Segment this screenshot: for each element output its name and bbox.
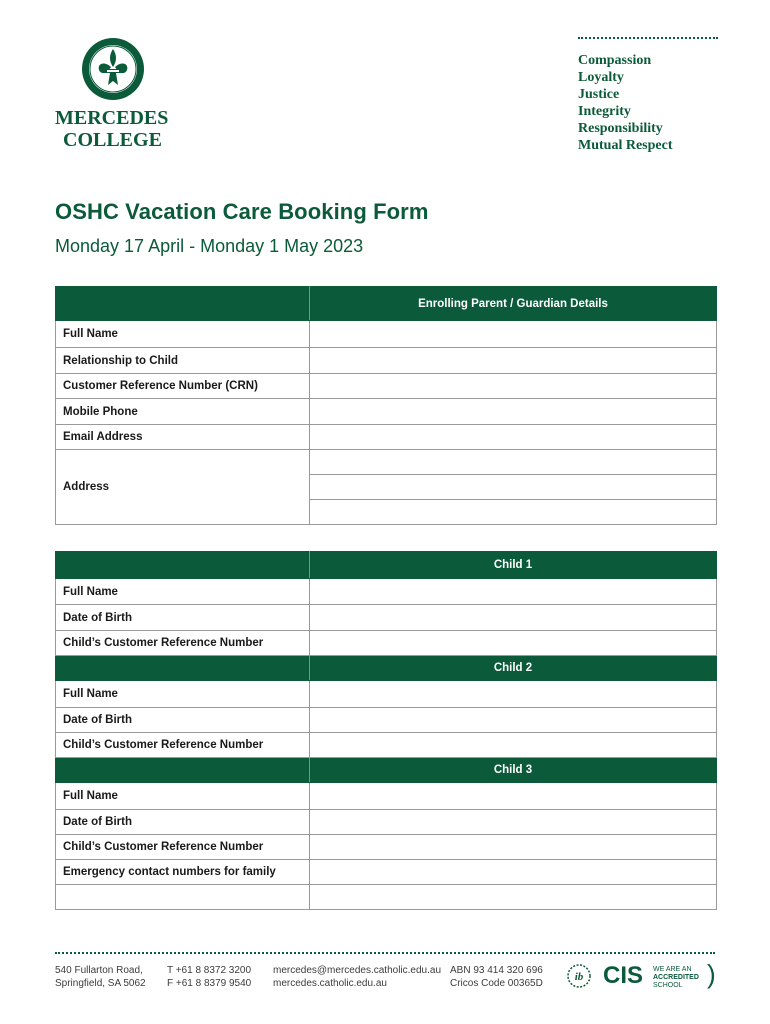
emergency-contact-extra-input[interactable]	[56, 885, 310, 910]
address-line2: Springfield, SA 5062	[55, 978, 146, 989]
form-row	[56, 733, 717, 758]
child1-dob-input[interactable]	[310, 605, 717, 631]
value-item: Mutual Respect	[578, 138, 673, 153]
field-label: Emergency contact numbers for family	[56, 860, 310, 885]
child2-full-name-input[interactable]	[310, 681, 717, 708]
field-label: Full Name	[56, 579, 310, 605]
values-list	[578, 52, 720, 154]
field-label: Full Name	[56, 783, 310, 810]
cis-logo: CIS	[603, 962, 644, 989]
form-row	[56, 860, 717, 885]
child-heading: Child 3	[310, 758, 717, 783]
field-label: Mobile Phone	[56, 399, 310, 425]
footer-web	[273, 964, 441, 990]
cis-sub-line3: SCHOOL	[653, 982, 683, 989]
college-values	[578, 37, 720, 154]
form-row	[56, 783, 717, 810]
form-row	[56, 631, 717, 656]
mobile-phone-input[interactable]	[310, 399, 717, 425]
value-item: Responsibility	[578, 121, 663, 136]
child-heading: Child 1	[310, 552, 717, 579]
emergency-contact-input[interactable]	[310, 860, 717, 885]
child-heading: Child 2	[310, 656, 717, 681]
child3-full-name-input[interactable]	[310, 783, 717, 810]
email-input[interactable]	[310, 425, 717, 450]
college-name	[55, 107, 185, 151]
field-label: Date of Birth	[56, 708, 310, 733]
footer-contact-row	[55, 959, 717, 994]
college-name-line1: MERCEDES	[55, 107, 169, 129]
parent-section-heading: Enrolling Parent / Guardian Details	[310, 287, 717, 321]
child3-dob-input[interactable]	[310, 810, 717, 835]
cricos-code: Cricos Code 00365D	[450, 978, 543, 989]
parent-full-name-input[interactable]	[310, 321, 717, 348]
dotted-divider	[55, 952, 715, 954]
relationship-input[interactable]	[310, 348, 717, 374]
address-line1-input[interactable]	[310, 450, 717, 475]
value-item: Integrity	[578, 104, 631, 119]
form-row	[56, 450, 717, 475]
form-row	[56, 681, 717, 708]
form-row	[56, 425, 717, 450]
page-footer	[55, 952, 717, 994]
field-label: Customer Reference Number (CRN)	[56, 374, 310, 399]
child2-crn-input[interactable]	[310, 733, 717, 758]
child1-crn-input[interactable]	[310, 631, 717, 656]
ib-world-school-icon	[567, 964, 591, 988]
website-link[interactable]: mercedes.catholic.edu.au	[273, 978, 387, 989]
form-row	[56, 348, 717, 374]
form-subtitle: Monday 17 April - Monday 1 May 2023	[55, 236, 364, 256]
footer-registration	[450, 964, 543, 990]
abn-number: ABN 93 414 320 696	[450, 965, 543, 976]
children-details-table	[55, 551, 717, 910]
field-label: Address	[56, 450, 310, 525]
value-item: Compassion	[578, 53, 652, 68]
form-row	[56, 399, 717, 425]
phone-number: T +61 8 8372 3200	[167, 965, 252, 976]
cis-sub-line2: ACCREDITED	[653, 974, 699, 981]
form-row	[56, 605, 717, 631]
cis-accredited-text	[653, 966, 699, 990]
child-header-row	[56, 656, 717, 681]
field-label: Child’s Customer Reference Number	[56, 733, 310, 758]
address-line3-input[interactable]	[310, 500, 717, 525]
parent-header-row	[56, 287, 717, 321]
field-label: Full Name	[56, 321, 310, 348]
field-label: Child’s Customer Reference Number	[56, 835, 310, 860]
accreditation-badges	[567, 959, 717, 992]
cis-bracket-icon: )	[707, 959, 716, 989]
form-title: OSHC Vacation Care Booking Form	[55, 199, 429, 224]
footer-phones	[167, 964, 251, 990]
header-blank-cell	[56, 287, 310, 321]
crn-input[interactable]	[310, 374, 717, 399]
email-link[interactable]: mercedes@mercedes.catholic.edu.au	[273, 965, 442, 976]
field-label: Child’s Customer Reference Number	[56, 631, 310, 656]
ib-text: ib	[574, 971, 584, 983]
value-item: Justice	[578, 87, 620, 102]
field-label: Email Address	[56, 425, 310, 450]
fax-number: F +61 8 8379 9540	[167, 978, 252, 989]
form-row	[56, 579, 717, 605]
child1-full-name-input[interactable]	[310, 579, 717, 605]
address-line2-input[interactable]	[310, 475, 717, 500]
dotted-divider	[578, 37, 718, 39]
header-blank-cell	[56, 758, 310, 783]
form-row	[56, 321, 717, 348]
footer-address	[55, 964, 146, 990]
field-label: Full Name	[56, 681, 310, 708]
form-row	[56, 885, 717, 910]
college-name-line2: COLLEGE	[63, 129, 162, 151]
field-label: Relationship to Child	[56, 348, 310, 374]
field-label: Date of Birth	[56, 810, 310, 835]
address-line1: 540 Fullarton Road,	[55, 965, 143, 976]
child2-dob-input[interactable]	[310, 708, 717, 733]
header-blank-cell	[56, 552, 310, 579]
fleur-de-lis-crest-icon	[81, 37, 145, 101]
cis-sub-line1: WE ARE AN	[653, 966, 692, 973]
parent-details-table	[55, 286, 717, 525]
child3-crn-input[interactable]	[310, 835, 717, 860]
form-row	[56, 810, 717, 835]
emergency-contact-extra-input[interactable]	[310, 885, 717, 910]
form-row	[56, 835, 717, 860]
field-label: Date of Birth	[56, 605, 310, 631]
child-header-row	[56, 552, 717, 579]
value-item: Loyalty	[578, 70, 624, 85]
child-header-row	[56, 758, 717, 783]
header-blank-cell	[56, 656, 310, 681]
form-row	[56, 374, 717, 399]
form-row	[56, 708, 717, 733]
